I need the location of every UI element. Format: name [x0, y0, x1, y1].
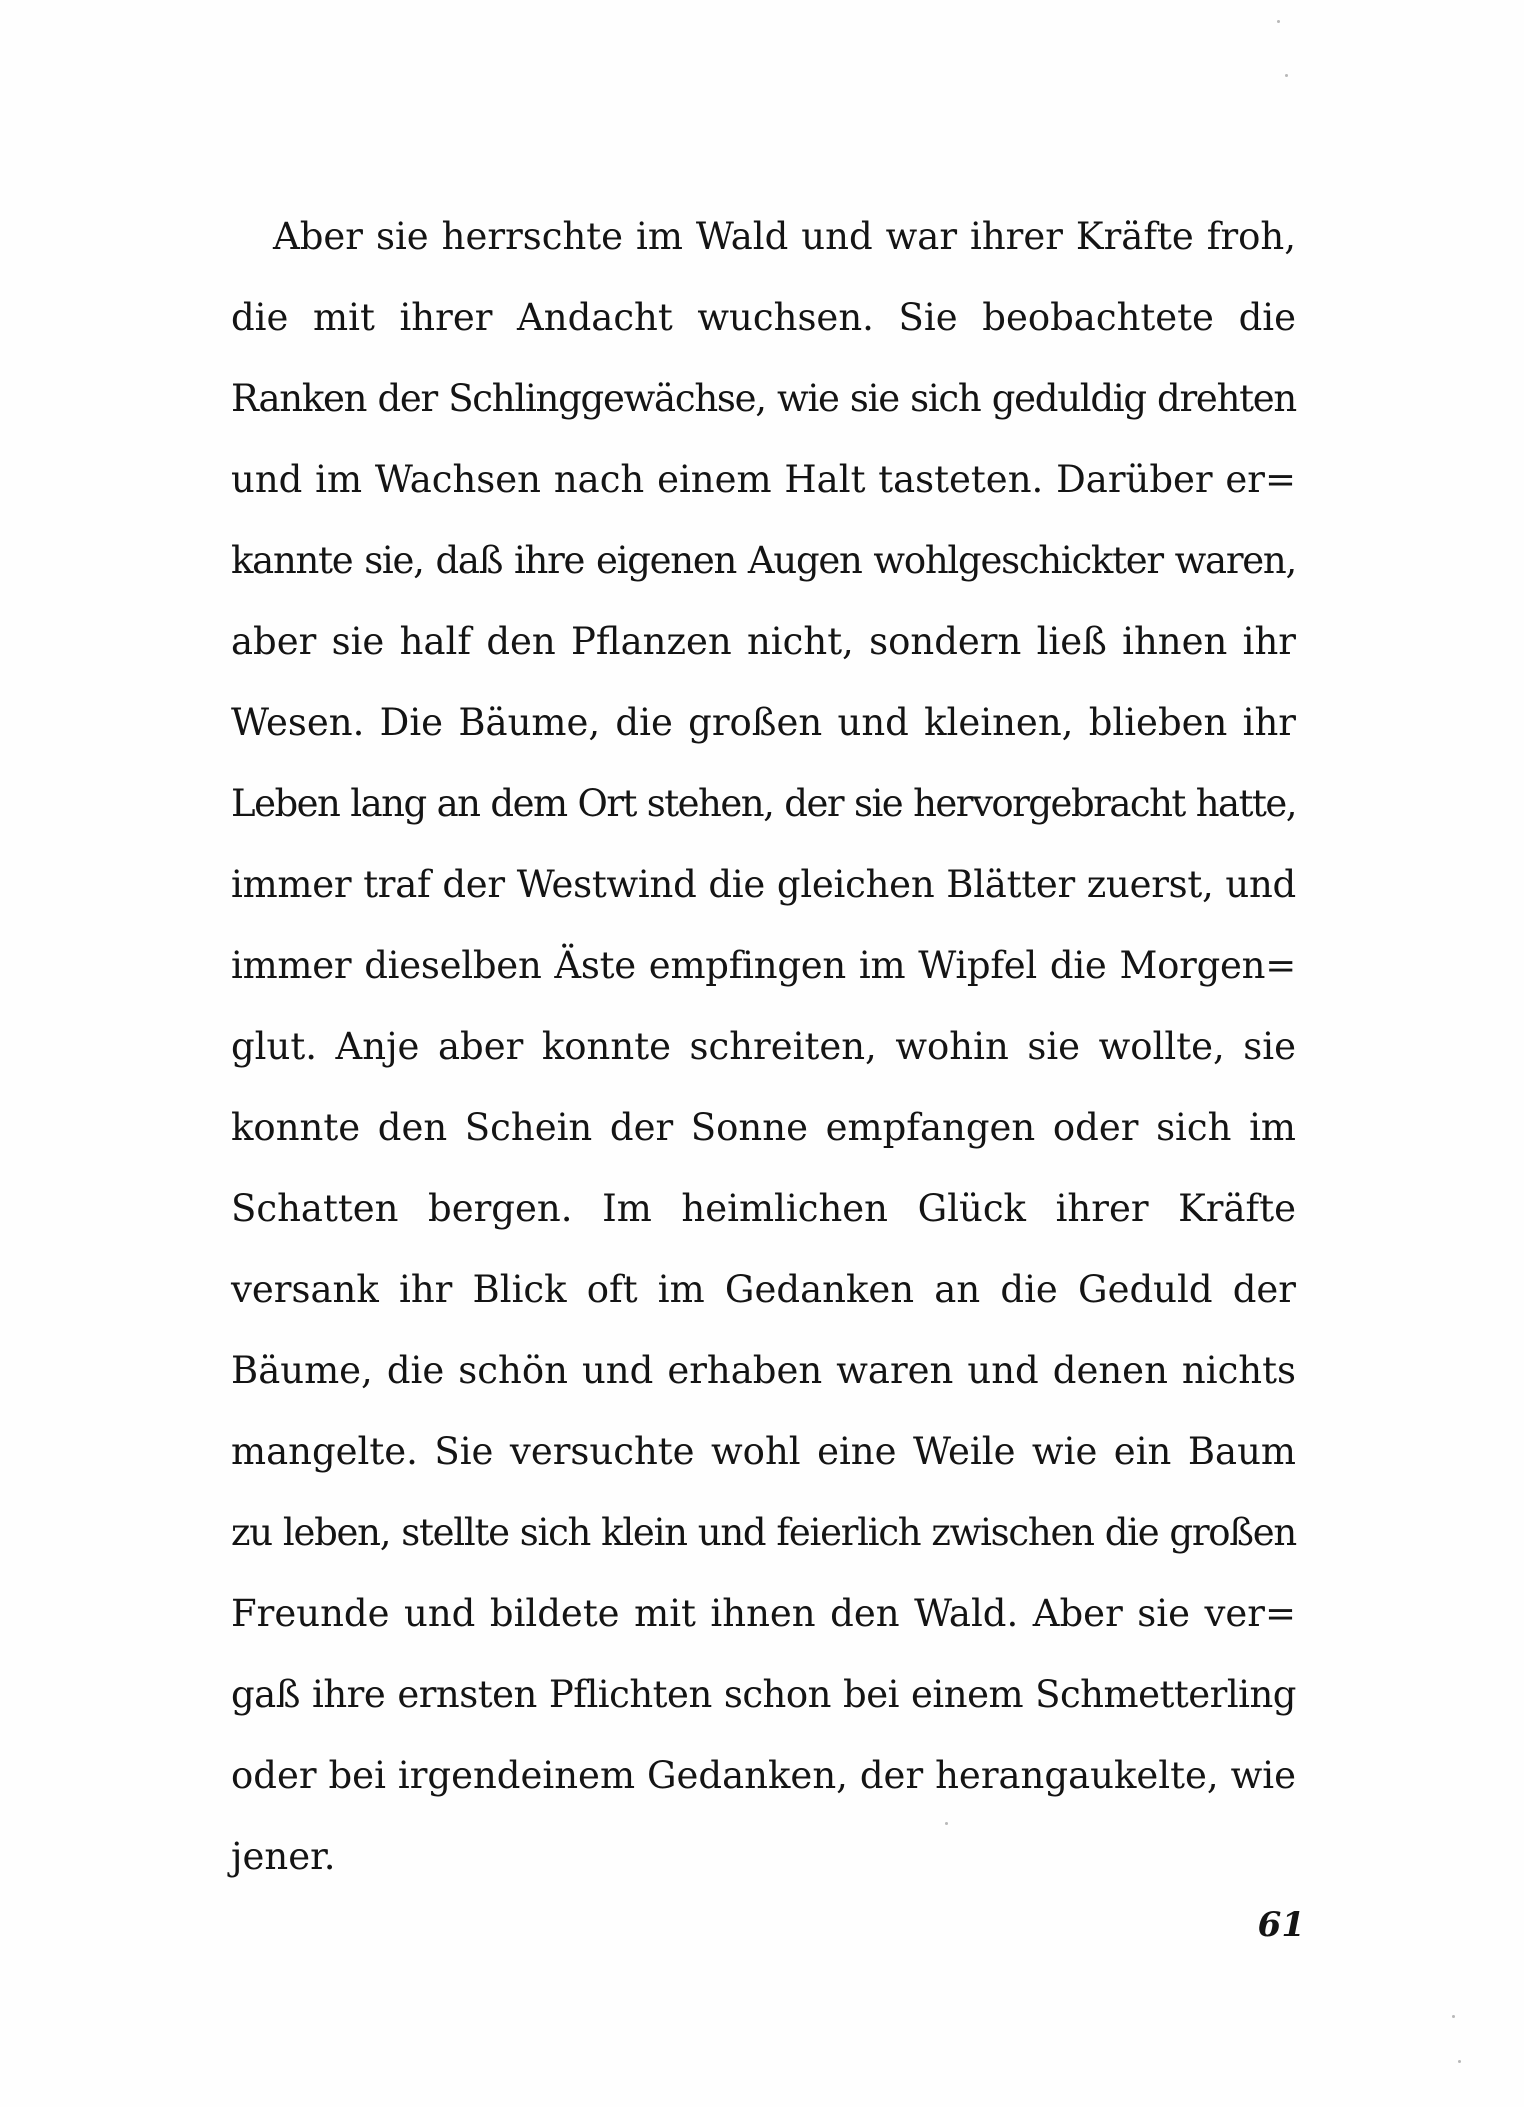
paper-speck: [945, 1822, 948, 1825]
text-line-19: gaß ihre ernsten Pflichten schon bei einem Schmetterling: [231, 1673, 1296, 1716]
text-line-15: Bäume, die schön und erhaben waren und denen nichts: [231, 1349, 1296, 1392]
text-line-8: Leben lang an dem Ort stehen, der sie hervorgebracht hatte,: [231, 782, 1296, 825]
text-line-7: Wesen. Die Bäume, die großen und kleinen, blieben ihr: [231, 701, 1296, 744]
text-line-16: mangelte. Sie versuchte wohl eine Weile wie ein Baum: [231, 1430, 1296, 1473]
text-line-9: immer traf der Westwind die gleichen Blätter zuerst, und: [231, 863, 1296, 906]
text-line-14: versank ihr Blick oft im Gedanken an die Geduld der: [231, 1268, 1296, 1311]
paper-speck: [1277, 20, 1280, 23]
page-number: 61: [1257, 1905, 1305, 1945]
text-line-4: und im Wachsen nach einem Halt tasteten. Darüber er=: [231, 458, 1296, 501]
paper-speck: [1452, 2015, 1455, 2018]
text-line-3: Ranken der Schlinggewächse, wie sie sich geduldig drehten: [231, 377, 1296, 420]
text-line-11: glut. Anje aber konnte schreiten, wohin sie wollte, sie: [231, 1025, 1296, 1068]
text-line-1: Aber sie herrschte im Wald und war ihrer Kräfte froh,: [273, 215, 1296, 258]
text-line-13: Schatten bergen. Im heimlichen Glück ihrer Kräfte: [231, 1187, 1296, 1230]
body-paragraph: [231, 196, 1296, 1897]
text-line-2: die mit ihrer Andacht wuchsen. Sie beobachtete die: [231, 296, 1296, 339]
paper-speck: [1458, 2060, 1461, 2063]
paper-speck: [1285, 74, 1288, 77]
text-line-6: aber sie half den Pflanzen nicht, sondern ließ ihnen ihr: [231, 620, 1296, 663]
text-line-18: Freunde und bildete mit ihnen den Wald. Aber sie ver=: [231, 1592, 1296, 1635]
text-line-21: jener.: [231, 1835, 336, 1878]
text-line-12: konnte den Schein der Sonne empfangen oder sich im: [231, 1106, 1296, 1149]
text-line-10: immer dieselben Äste empfingen im Wipfel die Morgen=: [231, 944, 1296, 987]
text-line-5: kannte sie, daß ihre eigenen Augen wohlgeschickter waren,: [231, 539, 1296, 582]
text-line-17: zu leben, stellte sich klein und feierlich zwischen die großen: [231, 1511, 1296, 1554]
text-line-20: oder bei irgendeinem Gedanken, der herangaukelte, wie: [231, 1754, 1296, 1797]
